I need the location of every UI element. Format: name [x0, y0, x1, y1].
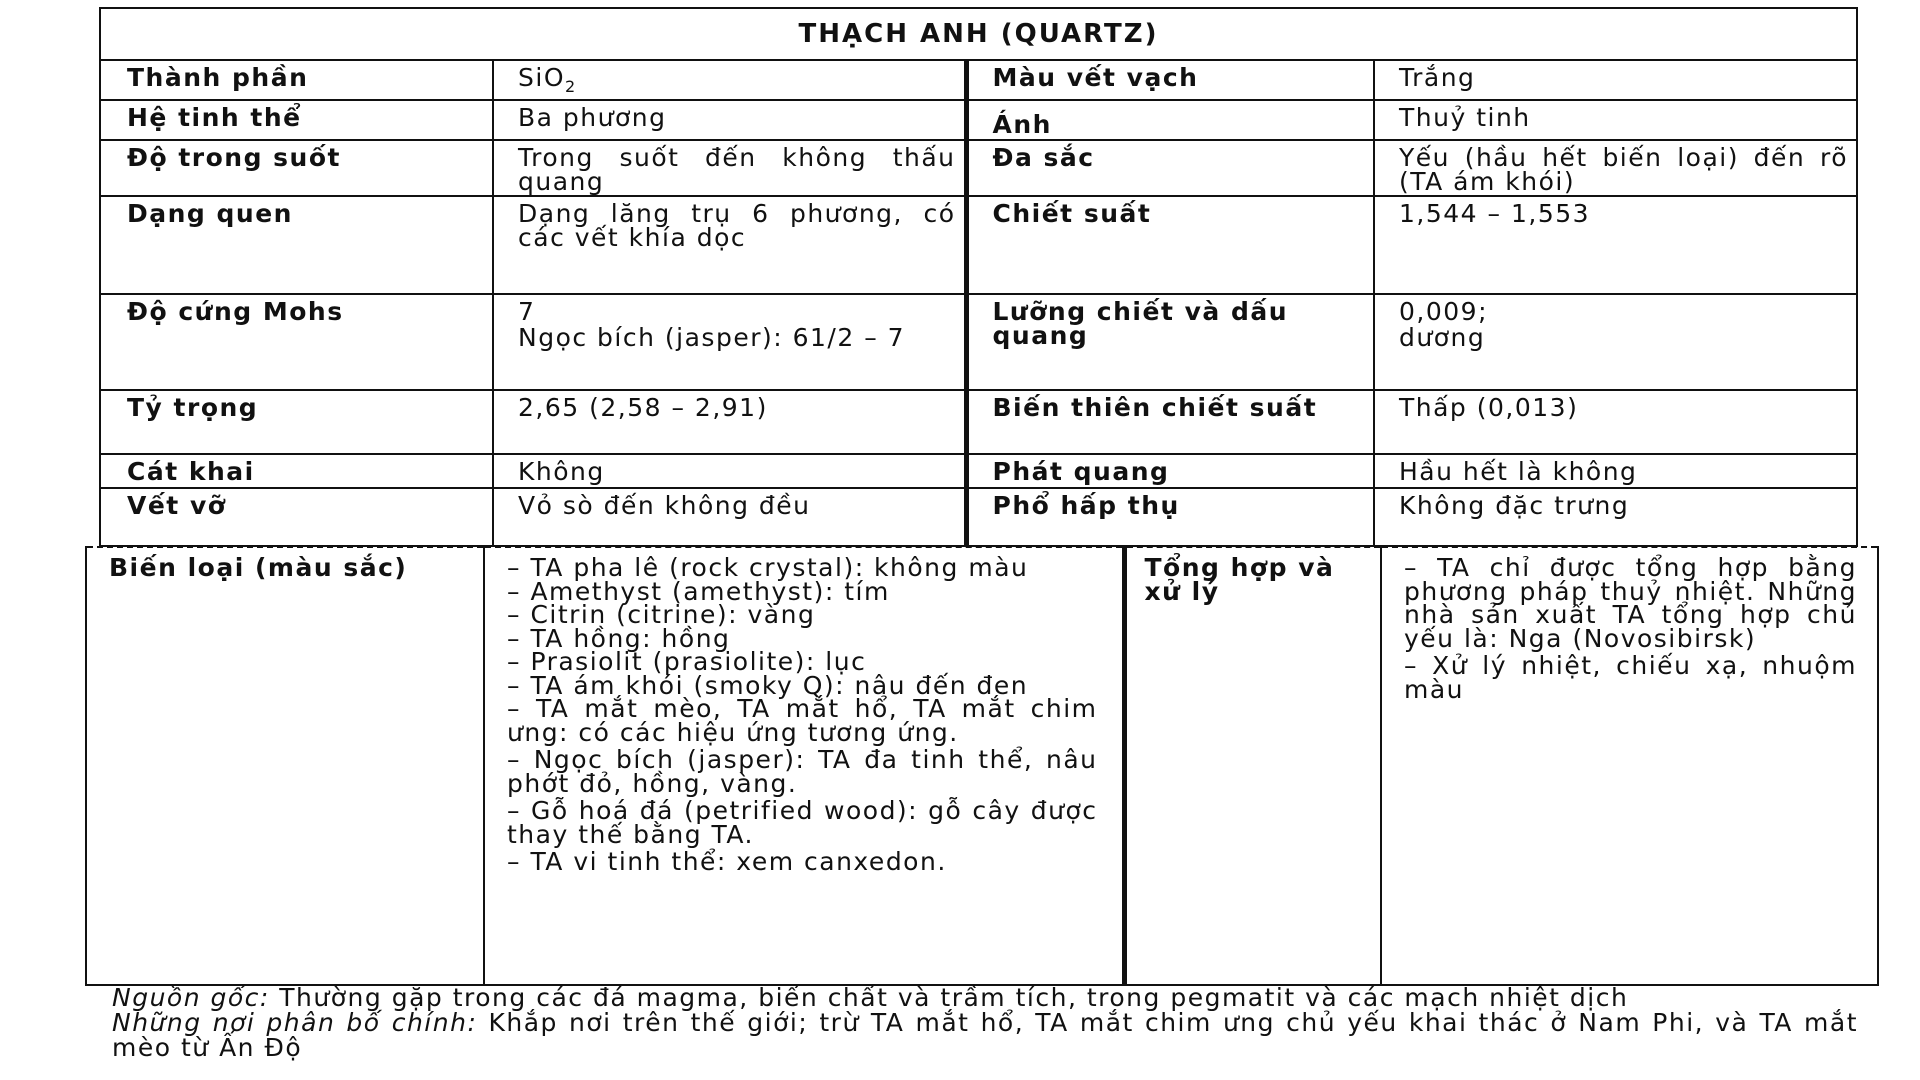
property-value [493, 60, 966, 100]
property-value: Không đặc trưng [1374, 488, 1857, 546]
property-label: Ánh [966, 100, 1374, 140]
property-label: Cát khai [100, 454, 493, 488]
distribution-label: Những nơi phân bố chính: [112, 1008, 478, 1037]
property-label: Thành phần [100, 60, 493, 100]
table-row [100, 454, 1857, 488]
hardness-jasper: Ngọc bích (jasper): 61/2 – 7 [518, 323, 906, 352]
varieties-label: Biến loại (màu sắc) [86, 547, 484, 985]
property-label: Dạng quen [100, 196, 493, 294]
property-value: Hầu hết là không [1374, 454, 1857, 488]
property-value: Trong suốt đến không thấu quang [493, 140, 966, 196]
list-item: – TA hồng: hồng [507, 623, 731, 653]
property-value: 1,544 – 1,553 [1374, 196, 1857, 294]
property-value: Dạng lăng trụ 6 phương, có các vết khía dọc [493, 196, 966, 294]
property-label: Lưỡng chiết và dấu quang [966, 294, 1374, 390]
origin-text: Thường gặp trong các đá magma, biến chất và trầm tích, trong pegmatit và các mạch nhiệt dịch [269, 983, 1629, 1012]
property-value: Yếu (hầu hết biến loại) đến rõ (TA ám khói) [1374, 140, 1857, 196]
table-row [100, 60, 1857, 100]
formula-base: SiO [518, 63, 565, 92]
origin-note [112, 985, 1858, 1010]
property-value: Ba phương [493, 100, 966, 140]
origin-label: Nguồn gốc: [112, 983, 270, 1012]
property-label: Tỷ trọng [100, 390, 493, 454]
list-item: – Xử lý nhiệt, chiếu xạ, nhuộm màu [1404, 651, 1857, 704]
title-row [100, 8, 1857, 60]
table-row [100, 294, 1857, 390]
property-label: Phát quang [966, 454, 1374, 488]
properties-table [99, 7, 1858, 547]
distribution-text: Khắp nơi trên thế giới; trừ TA mắt hổ, TA mắt chim ưng chủ yếu khai thác ở Nam Phi, và TA mắt mèo từ Ấn Độ [112, 1008, 1858, 1062]
table-row [100, 488, 1857, 546]
property-label: Đa sắc [966, 140, 1374, 196]
list-item: – TA vi tinh thể: xem canxedon. [507, 847, 947, 876]
list-item: – Amethyst (amethyst): tím [507, 576, 890, 606]
table-row [100, 196, 1857, 294]
property-value [1374, 294, 1857, 390]
property-value: Không [493, 454, 966, 488]
formula-subscript: 2 [565, 77, 577, 96]
list-item: – Ngọc bích (jasper): TA đa tinh thể, nâu phớt đỏ, hồng, vàng. [507, 745, 1098, 798]
table-title: THẠCH ANH (QUARTZ) [100, 8, 1857, 60]
list-item: – Citrin (citrine): vàng [507, 600, 816, 629]
property-label: Phổ hấp thụ [966, 488, 1374, 546]
distribution-note [112, 1010, 1858, 1060]
hardness-value: 7 [518, 297, 536, 326]
table-row [100, 390, 1857, 454]
property-label: Chiết suất [966, 196, 1374, 294]
varieties-list [484, 547, 1124, 985]
property-label: Màu vết vạch [966, 60, 1374, 100]
optic-sign: dương [1399, 323, 1486, 352]
table-row [100, 140, 1857, 196]
property-label: Hệ tinh thể [100, 100, 493, 140]
property-value: 2,65 (2,58 – 2,91) [493, 390, 966, 454]
synthesis-label: Tổng hợp và xử lý [1124, 547, 1381, 985]
list-item: – TA chỉ được tổng hợp bằng phương pháp thuỷ nhiệt. Những nhà sản xuất TA tổng hợp chủ yếu là: Nga (Novosibirsk) [1404, 553, 1857, 653]
list-item: – Prasiolit (prasiolite): lục [507, 647, 867, 676]
property-label: Vết vỡ [100, 488, 493, 546]
table-row [100, 100, 1857, 140]
property-label: Độ trong suốt [100, 140, 493, 196]
table-row [86, 547, 1878, 985]
property-value [493, 294, 966, 390]
property-value: Vỏ sò đến không đều [493, 488, 966, 546]
list-item: – TA ám khói (smoky Q): nâu đến đen [507, 670, 1029, 700]
list-item: – TA pha lê (rock crystal): không màu [507, 553, 1029, 582]
property-value: Trắng [1374, 60, 1857, 100]
list-item: – TA mắt mèo, TA mắt hổ, TA mắt chim ưng: có các hiệu ứng tương ứng. [507, 694, 1098, 747]
list-item: – Gỗ hoá đá (petrified wood): gỗ cây được thay thế bằng TA. [507, 796, 1098, 849]
footer-notes [112, 985, 1858, 1060]
property-value: Thuỷ tinh [1374, 100, 1857, 140]
property-label: Biến thiên chiết suất [966, 390, 1374, 454]
birefringence-value: 0,009; [1399, 297, 1488, 326]
property-label: Độ cứng Mohs [100, 294, 493, 390]
property-value: Thấp (0,013) [1374, 390, 1857, 454]
varieties-table [85, 546, 1879, 986]
synthesis-list [1381, 547, 1878, 985]
